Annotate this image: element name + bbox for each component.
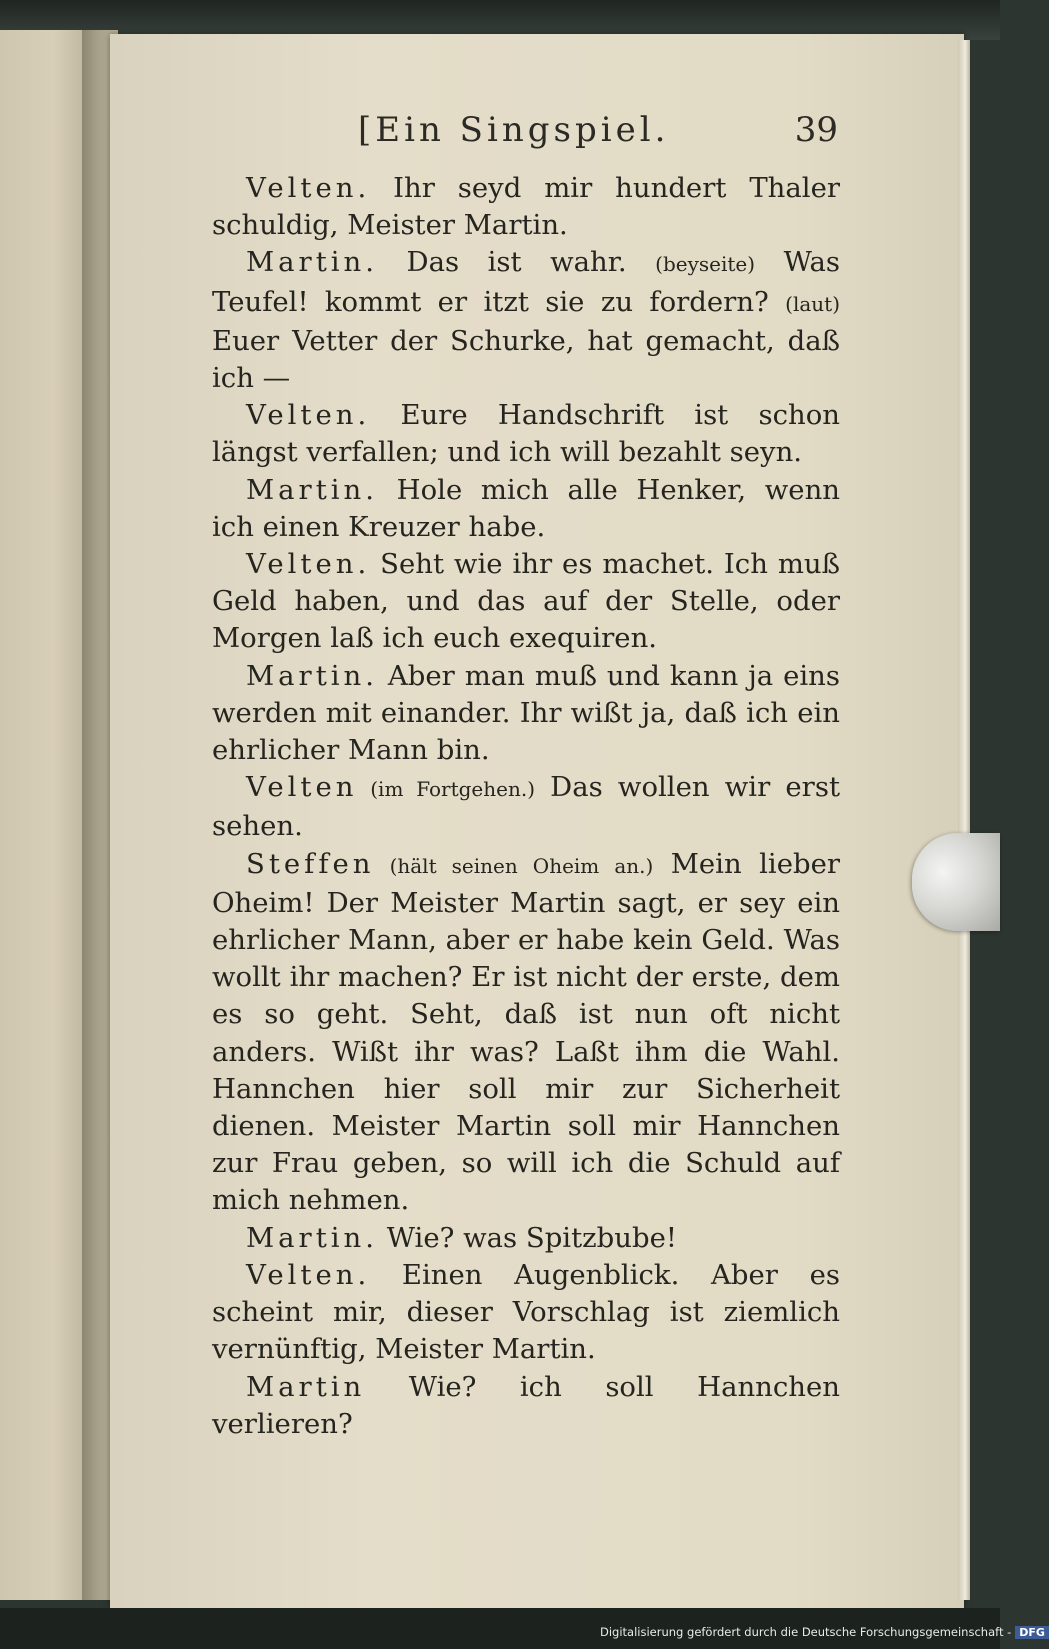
speaker-name: Martin. <box>246 659 378 692</box>
dialogue-text: Aber man muß und kann ja eins werden mit einander. Ihr wißt ja, daß ich ein ehrlicher Mann bin. <box>212 659 840 767</box>
stage-direction: (beyseite) <box>655 252 756 277</box>
speaker-name: Velten. <box>246 172 371 204</box>
running-head <box>358 110 838 160</box>
page-number: 39 <box>794 110 838 150</box>
dialogue-text: Das wollen wir erst sehen. <box>212 771 840 843</box>
stage-direction: (hält seinen Oheim an.) <box>374 853 654 878</box>
paragraph <box>212 846 840 1220</box>
dialogue-text: Mein lieber Oheim! Der Meister Martin sagt, er sey ein ehrlicher Mann, aber er habe kein Geld. Was wollt ihr machen? Er ist nicht der erste, dem es so geht. Seht, daß ist nun oft nicht anders. Wißt ihr was? Laßt ihm die Wahl. Hannchen hier soll mir zur Sicherheit dienen. Meister Martin soll mir Hannchen zur Frau geben, so will ich die Schuld auf mich nehmen. <box>212 847 840 1217</box>
speaker-name: Velten. <box>246 1258 371 1291</box>
page-clip <box>912 833 1000 931</box>
speaker-name: Velten <box>246 771 358 804</box>
paragraph <box>212 170 840 244</box>
page-text <box>212 170 840 1443</box>
dialogue-text: Hole mich alle Henker, wenn ich einen Kreuzer habe. <box>212 473 840 543</box>
paragraph <box>212 658 840 770</box>
credit-text: Digitalisierung gefördert durch die Deutsche Forschungsgemeinschaft - <box>600 1625 1012 1639</box>
dfg-logo: DFG <box>1015 1626 1049 1639</box>
speaker-name: Martin <box>246 1370 366 1403</box>
page-edge <box>958 40 970 1600</box>
paragraph <box>212 1220 840 1257</box>
paragraph <box>212 546 840 658</box>
dialogue-text: Seht wie ihr es machet. Ich muß Geld haben, und das auf der Stelle, oder Morgen laß ich euch exequiren. <box>212 548 840 655</box>
speaker-name: Steffen <box>246 847 375 880</box>
dialogue-text: Das ist wahr. <box>378 246 656 279</box>
dialogue-text: Wie? ich soll Hannchen verlieren? <box>212 1370 840 1440</box>
speaker-name: Velten. <box>246 399 371 432</box>
dialogue-text: Einen Augenblick. Aber es scheint mir, dieser Vorschlag ist ziemlich vernünftig, Meister Martin. <box>212 1258 840 1366</box>
dialogue-text: Ihr seyd mir hundert Thaler schuldig, Meister Martin. <box>212 172 840 242</box>
digitization-credit <box>600 1625 1045 1649</box>
paragraph <box>212 769 840 845</box>
speaker-name: Martin. <box>246 1221 378 1254</box>
speaker-name: Martin. <box>246 246 378 279</box>
running-head-title: [Ein Singspiel. <box>358 110 670 150</box>
stage-direction: (im Fortgehen.) <box>357 777 536 802</box>
speaker-name: Velten. <box>246 548 371 581</box>
dialogue-text: Euer Vetter der Schurke, hat gemacht, daß ich — <box>212 324 840 395</box>
paragraph <box>212 397 840 471</box>
paragraph <box>212 472 840 546</box>
dialogue-text: Was Teufel! kommt er itzt sie zu fordern? <box>212 246 840 318</box>
stage-direction: (laut) <box>785 291 840 316</box>
paragraph <box>212 1257 840 1369</box>
facing-page <box>0 30 90 1600</box>
speaker-name: Martin. <box>246 473 378 506</box>
dialogue-text: Eure Handschrift ist schon längst verfallen; und ich will bezahlt seyn. <box>212 399 840 469</box>
paragraph <box>212 244 840 397</box>
paragraph <box>212 1369 840 1443</box>
dialogue-text: Wie? was Spitzbube! <box>378 1221 677 1254</box>
